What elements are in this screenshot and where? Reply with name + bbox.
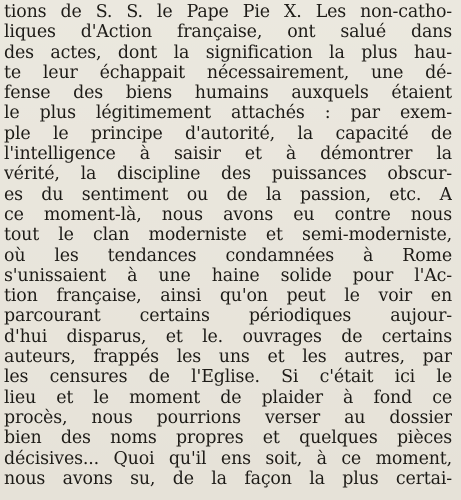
text-line-1: tions de S. S. le Pape Pie X. Les non-catho- (4, 2, 452, 22)
text-line-5: fense des biens humains auxquels étaient (4, 83, 452, 104)
text-line-14: s'unissaient à une haine solide pour l'Ac- (4, 265, 452, 286)
text-line-8: l'intelligence à saisir et à démontrer la (4, 144, 452, 165)
text-line-11: ce moment-là, nous avons eu contre nous (4, 204, 452, 225)
text-line-12: tout le clan moderniste et semi-moderniste, (4, 225, 452, 246)
text-line-22: bien des noms propres et quelques pièces (4, 428, 452, 449)
text-line-24: nous avons su, de la façon la plus certai- (4, 468, 452, 489)
text-line-6: le plus légitimement attachés : par exem- (4, 103, 452, 124)
text-line-2: liques d'Action française, ont salué dans (4, 22, 452, 43)
text-line-4: te leur échappait nécessairement, une dé- (4, 62, 452, 83)
text-line-10: es du sentiment ou de la passion, etc. A (4, 184, 452, 205)
text-line-15: tion française, ainsi qu'on peut le voir en (4, 286, 452, 307)
text-line-18: auteurs, frappés les uns et les autres, par (4, 347, 452, 368)
text-line-7: ple le principe d'autorité, la capacité de (4, 123, 452, 144)
text-line-23: décisives... Quoi qu'il ens soit, à ce moment, (4, 448, 452, 469)
text-line-17: d'hui disparus, et le. ouvrages de certains (4, 326, 452, 347)
text-line-19: les censures de l'Eglise. Si c'était ici le (4, 367, 452, 388)
text-line-20: lieu et le moment de plaider à fond ce (4, 387, 452, 408)
article-column (4, 2, 452, 489)
text-line-16: parcourant certains périodiques aujour- (4, 306, 452, 327)
text-line-3: des actes, dont la signification la plus hau- (4, 42, 452, 63)
text-line-21: procès, nous pourrions verser au dossier (4, 407, 452, 428)
text-line-13: où les tendances condamnées à Rome (4, 245, 452, 266)
text-line-9: vérité, la discipline des puissances obscur- (4, 164, 452, 185)
